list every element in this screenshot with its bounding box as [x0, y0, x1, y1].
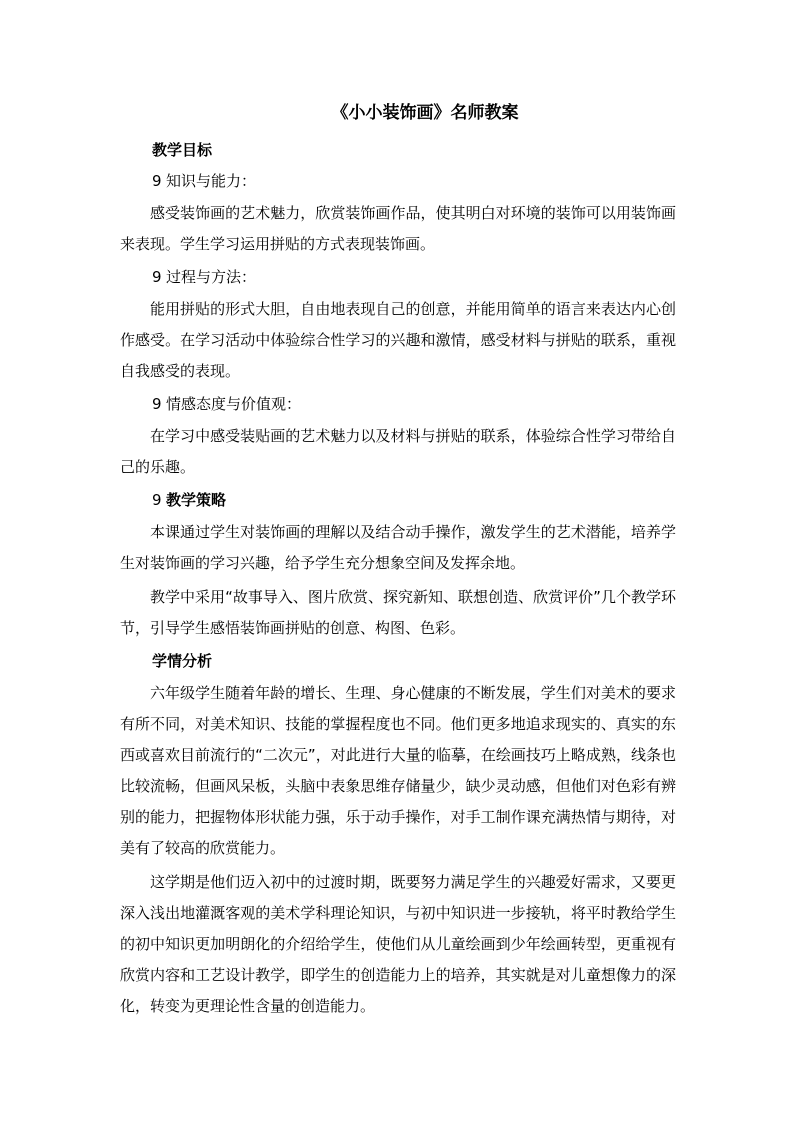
heading-student-analysis: 学情分析: [152, 652, 213, 670]
heading-teaching-strategy-label: 教学策略: [166, 491, 227, 509]
paragraph-process: 能用拼贴的形式大胆，自由地表现自己的创意，并能用简单的语言来表达内心创作感受。在学习活动中体验综合性学习的兴趣和激情，感受材料与拼贴的联系，重视自我感受的表现。: [120, 300, 676, 380]
subheading-process-label: 过程与方法：: [166, 268, 257, 286]
heading-teaching-strategy: [120, 486, 676, 515]
document-page: [120, 98, 676, 1025]
bullet-icon: 9: [152, 395, 162, 413]
bullet-icon: 9: [152, 172, 162, 190]
subheading-emotion-label: 情感态度与价值观：: [166, 395, 302, 413]
subheading-emotion: [120, 390, 676, 419]
paragraph-analysis-2: 这学期是他们迈入初中的过渡时期，既要努力满足学生的兴趣爱好需求，又要更深入浅出地灌溉客观的美术学科理论知识，与初中知识进一步接轨，将平时教给学生的初中知识更加明朗化的介绍给学生，使他们从儿童绘画到少年绘画转型，更重视有欣赏内容和工艺设计教学，即学生的创造能力上的培养，其实就是对儿童想像力的深化，转变为更理论性含量的创造能力。: [120, 873, 676, 1015]
paragraph-emotion: 在学习中感受装贴画的艺术魅力以及材料与拼贴的联系，体验综合性学习带给自己的乐趣。: [120, 427, 676, 476]
subheading-knowledge: [120, 167, 676, 196]
paragraph-strategy-2: 教学中采用“故事导入、图片欣赏、探究新知、联想创造、欣赏评价”几个教学环节，引导学生感悟装饰画拼贴的创意、构图、色彩。: [120, 588, 676, 637]
bullet-icon: 9: [152, 491, 162, 509]
paragraph-analysis-1: 六年级学生随着年龄的增长、生理、身心健康的不断发展，学生们对美术的要求有所不同，对美术知识、技能的掌握程度也不同。他们更多地追求现实的、真实的东西或喜欢目前流行的“二次元”，对此进行大量的临摹，在绘画技巧上略成熟，线条也比较流畅，但画风呆板，头脑中表象思维存储量少，缺少灵动感，但他们对色彩有辨别的能力，把握物体形状能力强，乐于动手操作，对手工制作课充满热情与期待，对美有了较高的欣赏能力。: [120, 684, 676, 857]
paragraph-strategy-1: 本课通过学生对装饰画的理解以及结合动手操作，激发学生的艺术潜能，培养学生对装饰画的学习兴趣，给予学生充分想象空间及发挥余地。: [120, 523, 676, 572]
bullet-icon: 9: [152, 268, 162, 286]
document-title: 《小小装饰画》名师教案: [331, 103, 519, 123]
subheading-process: [120, 263, 676, 292]
paragraph-knowledge: 感受装饰画的艺术魅力，欣赏装饰画作品，使其明白对环境的装饰可以用装饰画来表现。学生学习运用拼贴的方式表现装饰画。: [120, 204, 676, 253]
subheading-knowledge-label: 知识与能力：: [166, 172, 257, 190]
heading-teaching-goals: 教学目标: [152, 141, 213, 159]
